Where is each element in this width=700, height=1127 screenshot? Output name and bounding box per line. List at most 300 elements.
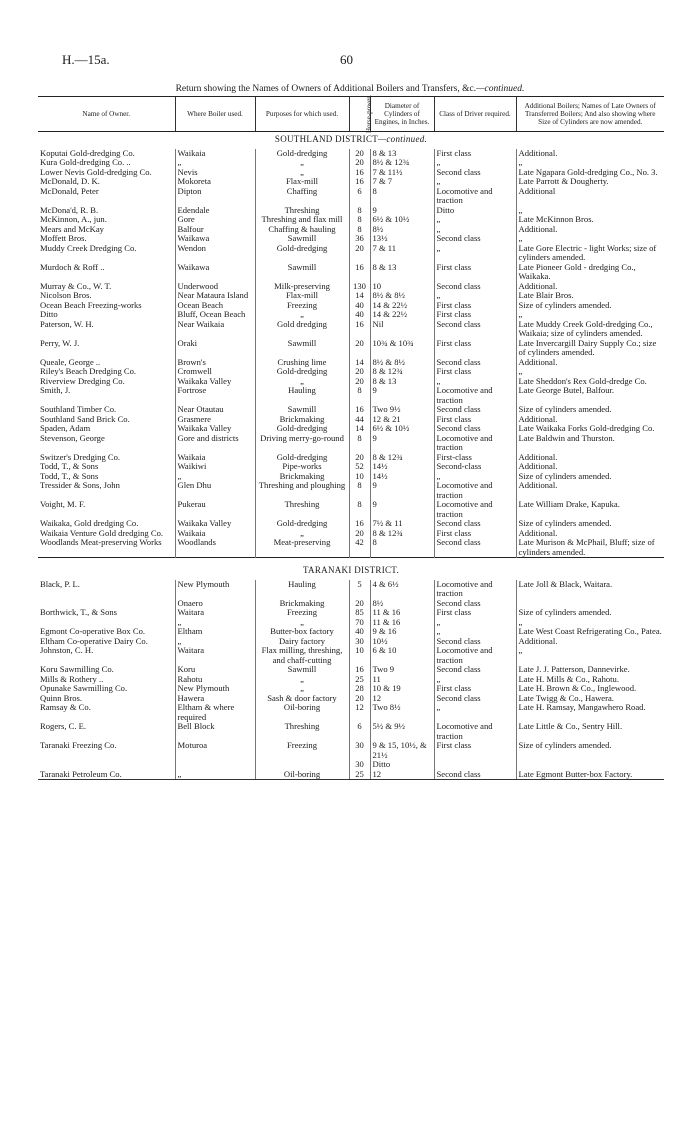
owner-cell: Koputai Gold-dredging Co. [40,147,135,158]
diameter-cell: 8½ [370,225,434,235]
diameter-cell: Two 8½ [370,703,434,722]
additional-cell: Late Joll & Black, Waitara. [516,580,664,599]
where-cell: „ [175,618,255,628]
additional-cell: Size of cylinders amended. [516,608,664,618]
purpose-cell: Gold-dredging [255,367,349,377]
driver-cell: „ [434,244,516,263]
where-cell [175,760,255,770]
owner-cell: Muddy Creek Dredging Co. [40,242,137,253]
owner-cell: Spaden, Adam [40,423,91,433]
where-cell: Oraki [175,339,255,358]
driver-cell: Ditto [434,206,516,216]
diameter-cell: 12 & 21 [370,415,434,425]
purpose-cell: Gold-dredging [255,149,349,159]
additional-cell: Late J. J. Patterson, Dannevirke. [516,665,664,675]
additional-cell: Late Murison & McPhail, Bluff; size of cylinders amended. [516,538,664,558]
additional-cell: Additional. [516,453,664,463]
where-cell: Rahotu [175,675,255,685]
driver-cell: First class [434,263,516,282]
additional-cell: Size of cylinders amended. [516,301,664,311]
purpose-cell: Dairy factory [255,637,349,647]
owner-cell: Tressider & Sons, John [40,480,120,490]
additional-cell: Size of cylinders amended. [516,472,664,482]
hp-cell: 16 [349,263,370,282]
hp-cell: 40 [349,310,370,320]
owner-cell: Nicolson Bros. [40,290,92,300]
purpose-cell: Freezing [255,301,349,311]
where-cell: Woodlands [175,538,255,558]
purpose-cell: Meat-preserving [255,538,349,558]
where-cell: Wendon [175,244,255,263]
driver-cell: First class [434,310,516,320]
additional-cell: Additional. [516,149,664,159]
where-cell: Waikaka Valley [175,377,255,387]
hp-cell: 25 [349,675,370,685]
table-row [38,225,664,235]
additional-cell: Late H. Ramsay, Mangawhero Road. [516,703,664,722]
where-cell: Underwood [175,282,255,292]
additional-cell: Late West Coast Refrigerating Co., Patea. [516,627,664,637]
where-cell: New Plymouth [175,580,255,599]
where-cell: Waitara [175,608,255,618]
hp-cell: 8 [349,481,370,500]
hp-cell: 28 [349,684,370,694]
owner-cell: Todd, T., & Sons [40,461,99,471]
where-cell: Waikawa [175,263,255,282]
where-cell: „ [175,770,255,780]
purpose-cell: Sawmill [255,405,349,415]
hp-cell: 20 [349,244,370,263]
diameter-cell: 8 & 13 [370,377,434,387]
driver-cell: Second class [434,519,516,529]
additional-cell: „ [516,310,664,320]
purpose-cell: Brickmaking [255,415,349,425]
owner-cell: Taranaki Freezing Co. [40,740,117,750]
driver-cell: First class [434,684,516,694]
additional-cell: Late Baldwin and Thurston. [516,434,664,453]
owner-cell: Southland Sand Brick Co. [40,413,130,424]
table-row [38,149,664,159]
diameter-cell: Ditto [370,760,434,770]
table-row [38,187,664,206]
purpose-cell: Hauling [255,580,349,599]
owner-cell: Moffett Bros. [40,233,87,243]
owner-cell: Lower Nevis Gold-dredging Co. [40,166,152,177]
where-cell: Balfour [175,225,255,235]
page-header [62,52,642,70]
hp-cell: 70 [349,618,370,628]
additional-cell: „ [516,646,664,665]
purpose-cell: Crushing lime [255,358,349,368]
owner-cell: Quinn Bros. [40,692,83,703]
col-additional-header: Additional Boilers; Names of Late Owners of Transferred Boilers; And also showing where Size of Cylinders are now amended. [516,97,664,132]
additional-cell: Late Twigg & Co., Hawera. [516,694,664,704]
diameter-cell: Two 9½ [370,405,434,415]
table-row [38,770,664,780]
hp-cell: 6 [349,187,370,206]
diameter-cell: 11 [370,675,434,685]
diameter-cell: 8 & 12¾ [370,453,434,463]
driver-cell: „ [434,703,516,722]
owner-cell: Murray & Co., W. T. [40,280,112,291]
diameter-cell: 14½ [370,462,434,472]
additional-cell: Late Egmont Butter-box Factory. [516,770,664,780]
title-cont: —continued. [476,84,525,94]
driver-cell: „ [434,225,516,235]
diameter-cell: 8 & 13 [370,149,434,159]
diameter-cell: 9 & 16 [370,627,434,637]
where-cell: Koru [175,665,255,675]
hp-cell: 20 [349,339,370,358]
additional-cell: Additional. [516,481,664,500]
driver-cell: First class [434,339,516,358]
purpose-cell: Butter-box factory [255,627,349,637]
owner-cell: Borthwick, T., & Sons [40,607,118,617]
district-heading-row [38,563,664,580]
purpose-cell: Sawmill [255,263,349,282]
hp-cell: 16 [349,320,370,339]
table-row [38,453,664,463]
purpose-cell: „ [255,310,349,320]
southland-title: SOUTHLAND DISTRICT [274,134,379,144]
where-cell: Eltham [175,627,255,637]
driver-cell: Second class [434,320,516,339]
diameter-cell: 11 & 16 [370,608,434,618]
table-row [38,481,664,500]
page-number: 60 [340,52,353,67]
purpose-cell: Gold-dredging [255,424,349,434]
purpose-cell: „ [255,529,349,539]
owner-cell: Riley's Beach Dredging Co. [40,366,137,376]
table-bottom-rule [38,779,664,780]
additional-cell: Late William Drake, Kapuka. [516,500,664,519]
driver-cell: Second class [434,282,516,292]
owner-cell: Southland Timber Co. [40,404,117,414]
purpose-cell: Sawmill [255,339,349,358]
diameter-cell: 9 [370,386,434,405]
purpose-cell: Threshing [255,722,349,741]
southland-cont: —continued. [378,134,428,144]
hp-cell: 8 [349,206,370,216]
driver-cell: „ [434,618,516,628]
driver-cell: First class [434,741,516,760]
table-row [38,320,664,339]
diameter-cell: 11 & 16 [370,618,434,628]
where-cell: Waikaia [175,453,255,463]
driver-cell: First class [434,301,516,311]
diameter-cell: 9 [370,206,434,216]
hp-cell: 16 [349,405,370,415]
purpose-cell: Sash & door factory [255,694,349,704]
hp-cell: 10 [349,472,370,482]
where-cell: Near Mataura Island [175,291,255,301]
hp-cell: 44 [349,415,370,425]
additional-cell: Size of cylinders amended. [516,741,664,760]
page-title [0,84,700,94]
owner-cell: Ocean Beach Freezing-works [40,299,142,310]
owner-cell: Johnston, C. H. [40,645,94,655]
hp-cell: 20 [349,149,370,159]
where-cell: Dipton [175,187,255,206]
hp-cell: 8 [349,434,370,453]
purpose-cell: Threshing and ploughing [255,481,349,500]
where-cell: Mokoreta [175,177,255,187]
where-cell: Waikiwi [175,462,255,472]
diameter-cell: 5½ & 9½ [370,722,434,741]
boilers-table [38,96,664,780]
diameter-cell: 8½ & 12¾ [370,158,434,168]
hp-cell: 36 [349,234,370,244]
driver-cell: „ [434,627,516,637]
hp-cell: 20 [349,694,370,704]
table-row [38,580,664,599]
additional-cell: Additional. [516,637,664,647]
where-cell: New Plymouth [175,684,255,694]
table-row [38,741,664,760]
diameter-cell: 14½ [370,472,434,482]
where-cell: Moturoa [175,741,255,760]
additional-cell: Late George Butel, Balfour. [516,386,664,405]
diameter-cell: 8 [370,538,434,558]
driver-cell: First class [434,608,516,618]
driver-cell: Locomotive and traction [434,646,516,665]
driver-cell: Locomotive and traction [434,500,516,519]
driver-cell: Second class [434,234,516,244]
where-cell: Glen Dhu [175,481,255,500]
owner-cell: Opunake Sawmilling Co. [40,683,128,693]
driver-cell: Locomotive and traction [434,187,516,206]
owner-cell: Voight, M. F. [40,499,86,509]
driver-cell: First class [434,415,516,425]
where-cell: Near Waikaia [175,320,255,339]
additional-cell: Late Sheddon's Rex Gold-dredge Co. [516,377,664,387]
hp-cell: 30 [349,741,370,760]
where-cell: Bluff, Ocean Beach [175,310,255,320]
owner-cell: Murdoch & Roff .. [40,261,105,272]
owner-cell: Eltham Co-operative Dairy Co. [40,635,148,646]
purpose-cell: Brickmaking [255,472,349,482]
where-cell: Eltham & where required [175,703,255,722]
driver-cell: Second-class [434,462,516,472]
purpose-cell: Chaffing [255,187,349,206]
driver-cell: Second class [434,665,516,675]
diameter-cell: 13½ [370,234,434,244]
additional-cell: Late H. Mills & Co., Rahotu. [516,675,664,685]
additional-cell: Late McKinnon Bros. [516,215,664,225]
additional-cell: Late Gore Electric - light Works; size of cylinders amended. [516,244,664,263]
purpose-cell: „ [255,377,349,387]
driver-cell: Second class [434,424,516,434]
driver-cell: „ [434,377,516,387]
purpose-cell: Freezing [255,608,349,618]
driver-cell: „ [434,158,516,168]
additional-cell: Size of cylinders amended. [516,519,664,529]
where-cell: Onaero [175,599,255,609]
purpose-cell: Hauling [255,386,349,405]
table-row [38,301,664,311]
owner-cell: Rogers, C. E. [40,721,87,731]
additional-cell: Additional [516,187,664,206]
where-cell: Waikaia [175,149,255,159]
diameter-cell: 6 & 10 [370,646,434,665]
driver-cell: Second class [434,637,516,647]
purpose-cell: Gold-dredging [255,244,349,263]
col-owner-header: Name of Owner. [38,97,175,132]
purpose-cell: Gold-dredging [255,453,349,463]
owner-cell: Black, P. L. [40,578,80,589]
purpose-cell: Oil-boring [255,770,349,780]
where-cell: Gore [175,215,255,225]
hp-cell: 8 [349,215,370,225]
taranaki-section [38,558,664,780]
diameter-cell: 9 & 15, 10½, & 21½ [370,741,434,760]
purpose-cell: Gold-dredging [255,519,349,529]
purpose-cell: Driving merry-go-round [255,434,349,453]
driver-cell: Second class [434,599,516,609]
purpose-cell: Oil-boring [255,703,349,722]
diameter-cell: 10½ [370,637,434,647]
where-cell: Waikaka Valley [175,519,255,529]
purpose-cell: Threshing and flax mill [255,215,349,225]
hp-cell: 10 [349,646,370,665]
hp-cell: 30 [349,760,370,770]
purpose-cell: Milk-preserving [255,282,349,292]
owner-cell: Mears and McKay [40,223,104,234]
hp-cell: 16 [349,177,370,187]
taranaki-title: TARANAKI DISTRICT. [302,565,399,575]
where-cell: Cromwell [175,367,255,377]
diameter-cell: 7½ & 11 [370,519,434,529]
driver-cell: „ [434,472,516,482]
driver-cell: Locomotive and traction [434,722,516,741]
driver-cell: „ [434,675,516,685]
diameter-cell: 6½ & 10½ [370,215,434,225]
where-cell: Hawera [175,694,255,704]
where-cell: Waikaka Valley [175,424,255,434]
table-row [38,722,664,741]
district-heading-row [38,132,664,149]
driver-cell: Second class [434,168,516,178]
driver-cell: First class [434,529,516,539]
driver-cell: Locomotive and traction [434,386,516,405]
hp-cell: 20 [349,599,370,609]
purpose-cell: „ [255,684,349,694]
diameter-cell: Two 9 [370,665,434,675]
driver-cell: First-class [434,453,516,463]
driver-cell: Locomotive and traction [434,580,516,599]
driver-cell: Second class [434,358,516,368]
purpose-cell: Brickmaking [255,599,349,609]
where-cell: Near Otautau [175,405,255,415]
additional-cell: Late Ngapara Gold-dredging Co., No. 3. [516,168,664,178]
diameter-cell: 8 & 13 [370,263,434,282]
table-row [38,215,664,225]
table-row [38,339,664,358]
diameter-cell: 8½ [370,599,434,609]
hp-cell: 12 [349,703,370,722]
where-cell: Fortrose [175,386,255,405]
table-row [38,637,664,647]
driver-cell: „ [434,215,516,225]
additional-cell: „ [516,158,664,168]
owner-cell: Switzer's Dredging Co. [40,451,121,462]
diameter-cell: 8½ & 8½ [370,358,434,368]
owner-cell: Smith, J. [40,385,71,395]
header-row [38,97,664,132]
hp-cell: 52 [349,462,370,472]
diameter-cell: 8 & 12¾ [370,367,434,377]
where-cell: Ocean Beach [175,301,255,311]
where-cell: „ [175,472,255,482]
owner-cell: Taranaki Petroleum Co. [40,768,122,779]
hp-cell: 40 [349,627,370,637]
diameter-cell: 7 & 11 [370,244,434,263]
where-cell: Gore and districts [175,434,255,453]
purpose-cell: „ [255,618,349,628]
where-cell: Bell Block [175,722,255,741]
additional-cell: Late Parrott & Dougherty. [516,177,664,187]
where-cell: Waikaia [175,529,255,539]
hp-cell: 16 [349,519,370,529]
purpose-cell: Flax milling, threshing, and chaff-cutting [255,646,349,665]
purpose-cell: Threshing [255,206,349,216]
hp-cell: 42 [349,538,370,558]
additional-cell: Late Muddy Creek Gold-dredging Co., Waikaia; size of cylinders amended. [516,320,664,339]
owner-cell: Koru Sawmilling Co. [40,664,114,674]
southland-section [38,132,664,558]
additional-cell: Additional. [516,462,664,472]
additional-cell: Additional. [516,415,664,425]
owner-cell: Ditto [40,309,58,319]
owner-cell: McDonald, Peter [40,185,99,196]
owner-cell: Kura Gold-dredging Co. .. [40,157,131,167]
table-row [38,177,664,187]
table-row [38,500,664,519]
purpose-cell: Freezing [255,741,349,760]
purpose-cell: Pipe-works [255,462,349,472]
hp-cell: 16 [349,665,370,675]
table-row [38,263,664,282]
table-row [38,472,664,482]
owner-cell: Stevenson, George [40,432,105,443]
additional-cell: Size of cylinders amended. [516,405,664,415]
additional-cell: „ [516,618,664,628]
purpose-cell: Chaffing & hauling [255,225,349,235]
diameter-cell: 8 [370,187,434,206]
hp-cell: 5 [349,580,370,599]
diameter-cell: 14 & 22½ [370,301,434,311]
driver-cell: „ [434,291,516,301]
where-cell: Pukerau [175,500,255,519]
additional-cell: Additional. [516,529,664,539]
owner-cell: Egmont Co-operative Box Co. [40,626,146,636]
additional-cell: Late Invercargill Dairy Supply Co.; size of cylinders amended. [516,339,664,358]
owner-cell: Waikaka, Gold dredging Co. [40,518,139,528]
col-purposes-header: Purposes for which used. [255,97,349,132]
diameter-cell: 10 & 19 [370,684,434,694]
owner-cell: Ramsay & Co. [40,702,91,712]
diameter-cell: 12 [370,770,434,780]
where-cell: Nevis [175,168,255,178]
hp-cell: 20 [349,529,370,539]
title-main: Return showing the Names of Owners of Additional Boilers and Transfers, &c. [175,84,477,94]
owner-cell: Waikaia Venture Gold dredging Co. [40,527,164,538]
purpose-cell: Sawmill [255,665,349,675]
diameter-cell: 12 [370,694,434,704]
diameter-cell: 8½ & 8½ [370,291,434,301]
diameter-cell: 9 [370,434,434,453]
owner-cell: McDona'd, R. B. [40,204,99,215]
